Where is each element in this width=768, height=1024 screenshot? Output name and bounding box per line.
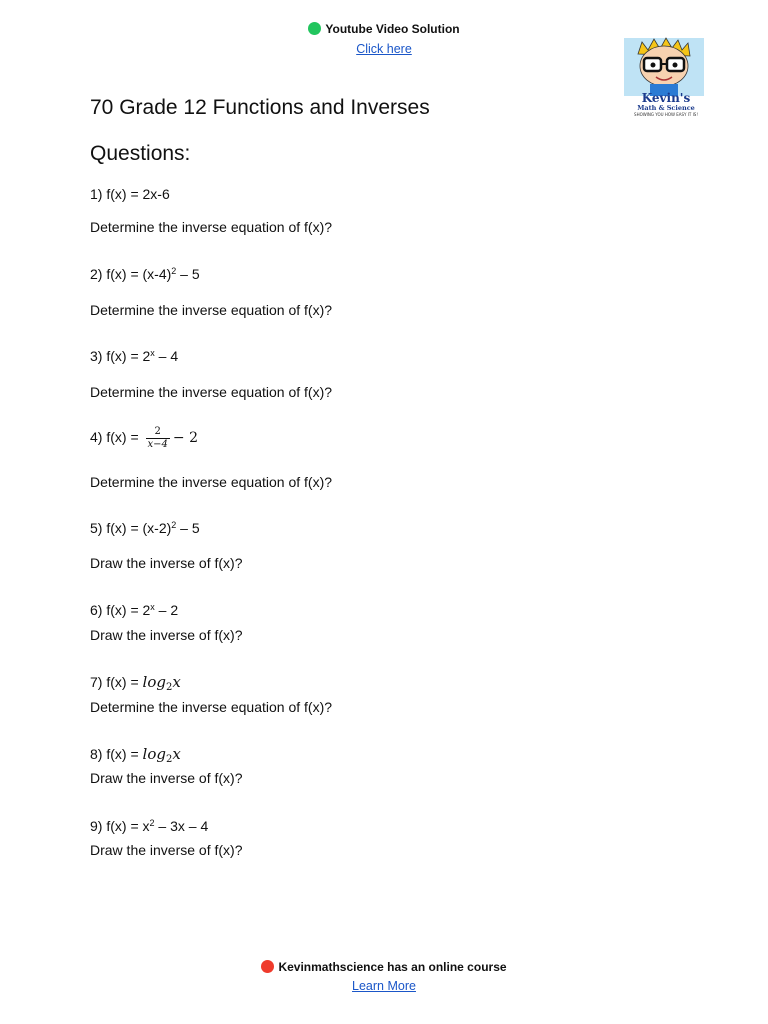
green-dot-icon bbox=[308, 22, 321, 35]
question-1-prompt: Determine the inverse equation of f(x)? bbox=[90, 219, 333, 235]
question-6-equation: 6) $f(x) = 2^x - 2$ bbox=[90, 602, 179, 618]
video-solution-label bbox=[0, 22, 768, 36]
question-7-equation: 7) $f(x) = \log_2x$ bbox=[90, 673, 181, 693]
kevin-cartoon-icon bbox=[616, 36, 716, 118]
question-3-prompt: Determine the inverse equation of f(x)? bbox=[90, 384, 333, 400]
question-1-equation: 1) f(x) = 2x-6 bbox=[90, 186, 170, 202]
learn-more-link[interactable]: Learn More bbox=[352, 979, 416, 993]
question-8-equation: 8) $f(x) = \log_2x$ bbox=[90, 745, 181, 765]
logo-subtext: Math & Science bbox=[637, 104, 695, 112]
question-9-prompt: Draw the inverse of f(x)? bbox=[90, 842, 243, 858]
logo-tagline: SHOWING YOU HOW EASY IT IS! bbox=[634, 112, 698, 117]
question-7-prompt: Determine the inverse equation of f(x)? bbox=[90, 699, 333, 715]
question-5-equation: 5) $f(x) = (x-2)^2 - 5$ bbox=[90, 520, 200, 536]
question-2-equation: 2) $f(x) = (x-4)^2 - 5$ bbox=[90, 266, 200, 282]
question-9-equation: 9) $f(x) = x^2 - 3x - 4$ bbox=[90, 818, 209, 834]
online-course-label bbox=[0, 960, 768, 974]
page-title: 70 Grade 12 Functions and Inverses bbox=[90, 96, 430, 119]
kevins-math-science-logo bbox=[616, 36, 716, 118]
question-6-prompt: Draw the inverse of f(x)? bbox=[90, 627, 243, 643]
video-solution-text: Youtube Video Solution bbox=[325, 22, 460, 36]
question-4-equation: 4) f(x) = $\frac{2}{x-4}$ − 2 bbox=[90, 426, 198, 450]
logo-name: Kevin's bbox=[641, 91, 691, 105]
click-here-link[interactable]: Click here bbox=[356, 42, 412, 56]
question-2-prompt: Determine the inverse equation of f(x)? bbox=[90, 302, 333, 318]
fraction: $\frac{2}{x-4}$ bbox=[147, 426, 168, 450]
online-course-text: Kevinmathscience has an online course bbox=[278, 960, 507, 974]
red-dot-icon bbox=[261, 960, 274, 973]
question-3-equation: 3) $f(x) = 2^x - 4$ bbox=[90, 348, 179, 364]
question-8-prompt: Draw the inverse of f(x)? bbox=[90, 770, 243, 786]
question-4-prompt: Determine the inverse equation of f(x)? bbox=[90, 474, 333, 490]
question-5-prompt: Draw the inverse of f(x)? bbox=[90, 555, 243, 571]
questions-heading: Questions: bbox=[90, 142, 191, 165]
